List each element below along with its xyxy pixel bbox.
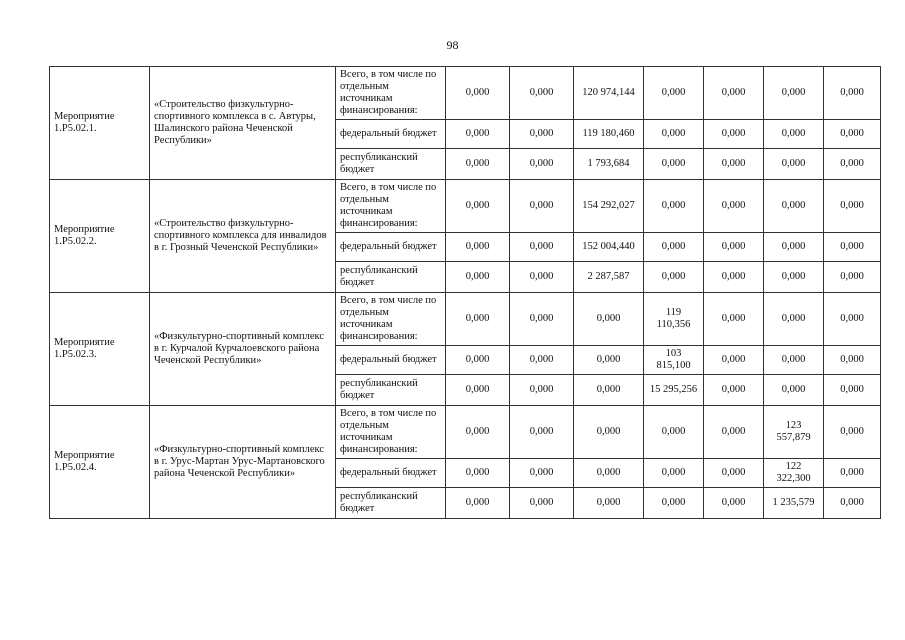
amount-cell: 0,000 [764, 293, 824, 346]
amount-cell: 0,000 [824, 346, 881, 375]
event-name-cell: «Физкультурно-спортивный комплекс в г. Курчалой Курчалоевского района Чеченской Республики» [150, 293, 336, 406]
amount-cell: 0,000 [510, 149, 574, 180]
amount-cell: 0,000 [510, 233, 574, 262]
amount-cell: 0,000 [704, 375, 764, 406]
amount-cell: 0,000 [764, 346, 824, 375]
funding-total-row [50, 293, 881, 346]
amount-cell: 15 295,256 [644, 375, 704, 406]
amount-cell: 0,000 [446, 346, 510, 375]
amount-cell: 0,000 [510, 180, 574, 233]
amount-cell: 120 974,144 [574, 67, 644, 120]
amount-cell: 0,000 [446, 120, 510, 149]
funding-source-cell: федеральный бюджет [336, 459, 446, 488]
funding-source-cell: федеральный бюджет [336, 120, 446, 149]
amount-cell: 0,000 [704, 180, 764, 233]
amount-cell: 0,000 [574, 406, 644, 459]
amount-cell: 0,000 [704, 346, 764, 375]
amount-cell: 0,000 [446, 488, 510, 519]
funding-total-row [50, 406, 881, 459]
amount-cell: 0,000 [824, 406, 881, 459]
funding-total-row [50, 67, 881, 120]
amount-cell: 0,000 [446, 459, 510, 488]
amount-cell: 1 235,579 [764, 488, 824, 519]
funding-table-body [50, 67, 881, 519]
amount-cell: 0,000 [446, 406, 510, 459]
amount-cell: 0,000 [704, 488, 764, 519]
funding-source-cell: республиканский бюджет [336, 488, 446, 519]
amount-cell: 0,000 [824, 488, 881, 519]
amount-cell: 0,000 [644, 233, 704, 262]
amount-cell: 0,000 [574, 488, 644, 519]
amount-cell: 0,000 [824, 180, 881, 233]
amount-cell: 0,000 [704, 149, 764, 180]
amount-cell: 0,000 [824, 262, 881, 293]
funding-source-cell: Всего, в том числе по отдельным источникам финансирования: [336, 293, 446, 346]
amount-cell: 0,000 [644, 406, 704, 459]
amount-cell: 1 793,684 [574, 149, 644, 180]
amount-cell: 0,000 [704, 262, 764, 293]
amount-cell: 0,000 [764, 149, 824, 180]
amount-cell: 0,000 [510, 375, 574, 406]
amount-cell: 0,000 [574, 459, 644, 488]
amount-cell: 0,000 [824, 459, 881, 488]
amount-cell: 0,000 [704, 293, 764, 346]
amount-cell: 0,000 [446, 149, 510, 180]
amount-cell: 0,000 [510, 67, 574, 120]
amount-cell: 2 287,587 [574, 262, 644, 293]
amount-cell: 0,000 [510, 346, 574, 375]
amount-cell: 0,000 [704, 406, 764, 459]
amount-cell: 0,000 [510, 293, 574, 346]
amount-cell: 0,000 [510, 262, 574, 293]
amount-cell: 0,000 [446, 262, 510, 293]
amount-cell: 0,000 [764, 180, 824, 233]
amount-cell: 0,000 [510, 406, 574, 459]
funding-source-cell: республиканский бюджет [336, 262, 446, 293]
amount-cell: 0,000 [824, 293, 881, 346]
amount-cell: 123 557,879 [764, 406, 824, 459]
funding-source-cell: Всего, в том числе по отдельным источникам финансирования: [336, 67, 446, 120]
amount-cell: 0,000 [510, 459, 574, 488]
amount-cell: 0,000 [644, 488, 704, 519]
amount-cell: 0,000 [644, 459, 704, 488]
amount-cell: 0,000 [764, 120, 824, 149]
funding-source-cell: федеральный бюджет [336, 233, 446, 262]
amount-cell: 0,000 [764, 233, 824, 262]
amount-cell: 0,000 [704, 459, 764, 488]
event-name-cell: «Строительство физкультурно-спортивного комплекса для инвалидов в г. Грозный Чеченской Республики» [150, 180, 336, 293]
amount-cell: 119 110,356 [644, 293, 704, 346]
funding-source-cell: Всего, в том числе по отдельным источникам финансирования: [336, 180, 446, 233]
event-id-cell: Мероприятие 1.Р5.02.1. [50, 67, 150, 180]
amount-cell: 0,000 [446, 293, 510, 346]
funding-source-cell: республиканский бюджет [336, 375, 446, 406]
funding-source-cell: Всего, в том числе по отдельным источникам финансирования: [336, 406, 446, 459]
event-id-cell: Мероприятие 1.Р5.02.3. [50, 293, 150, 406]
amount-cell: 0,000 [446, 67, 510, 120]
amount-cell: 0,000 [824, 149, 881, 180]
funding-source-cell: республиканский бюджет [336, 149, 446, 180]
amount-cell: 0,000 [704, 120, 764, 149]
event-name-cell: «Строительство физкультурно-спортивного комплекса в с. Автуры, Шалинского района Чеченской Республики» [150, 67, 336, 180]
amount-cell: 0,000 [644, 67, 704, 120]
amount-cell: 0,000 [510, 488, 574, 519]
amount-cell: 0,000 [574, 346, 644, 375]
event-id-cell: Мероприятие 1.Р5.02.4. [50, 406, 150, 519]
amount-cell: 122 322,300 [764, 459, 824, 488]
page-number: 98 [446, 38, 459, 52]
amount-cell: 0,000 [644, 262, 704, 293]
amount-cell: 0,000 [446, 375, 510, 406]
amount-cell: 0,000 [574, 293, 644, 346]
event-name-cell: «Физкультурно-спортивный комплекс в г. Урус-Мартан Урус-Мартановского района Чеченской Республики» [150, 406, 336, 519]
amount-cell: 0,000 [764, 375, 824, 406]
amount-cell: 0,000 [644, 149, 704, 180]
amount-cell: 0,000 [446, 233, 510, 262]
funding-source-cell: федеральный бюджет [336, 346, 446, 375]
amount-cell: 152 004,440 [574, 233, 644, 262]
amount-cell: 0,000 [764, 67, 824, 120]
amount-cell: 0,000 [644, 120, 704, 149]
amount-cell: 0,000 [644, 180, 704, 233]
amount-cell: 0,000 [704, 67, 764, 120]
amount-cell: 0,000 [446, 180, 510, 233]
amount-cell: 119 180,460 [574, 120, 644, 149]
amount-cell: 103 815,100 [644, 346, 704, 375]
amount-cell: 0,000 [824, 67, 881, 120]
amount-cell: 0,000 [764, 262, 824, 293]
funding-total-row [50, 180, 881, 233]
event-id-cell: Мероприятие 1.Р5.02.2. [50, 180, 150, 293]
amount-cell: 0,000 [824, 375, 881, 406]
funding-table [49, 66, 881, 519]
amount-cell: 0,000 [824, 233, 881, 262]
amount-cell: 0,000 [824, 120, 881, 149]
amount-cell: 0,000 [704, 233, 764, 262]
amount-cell: 0,000 [510, 120, 574, 149]
amount-cell: 0,000 [574, 375, 644, 406]
amount-cell: 154 292,027 [574, 180, 644, 233]
